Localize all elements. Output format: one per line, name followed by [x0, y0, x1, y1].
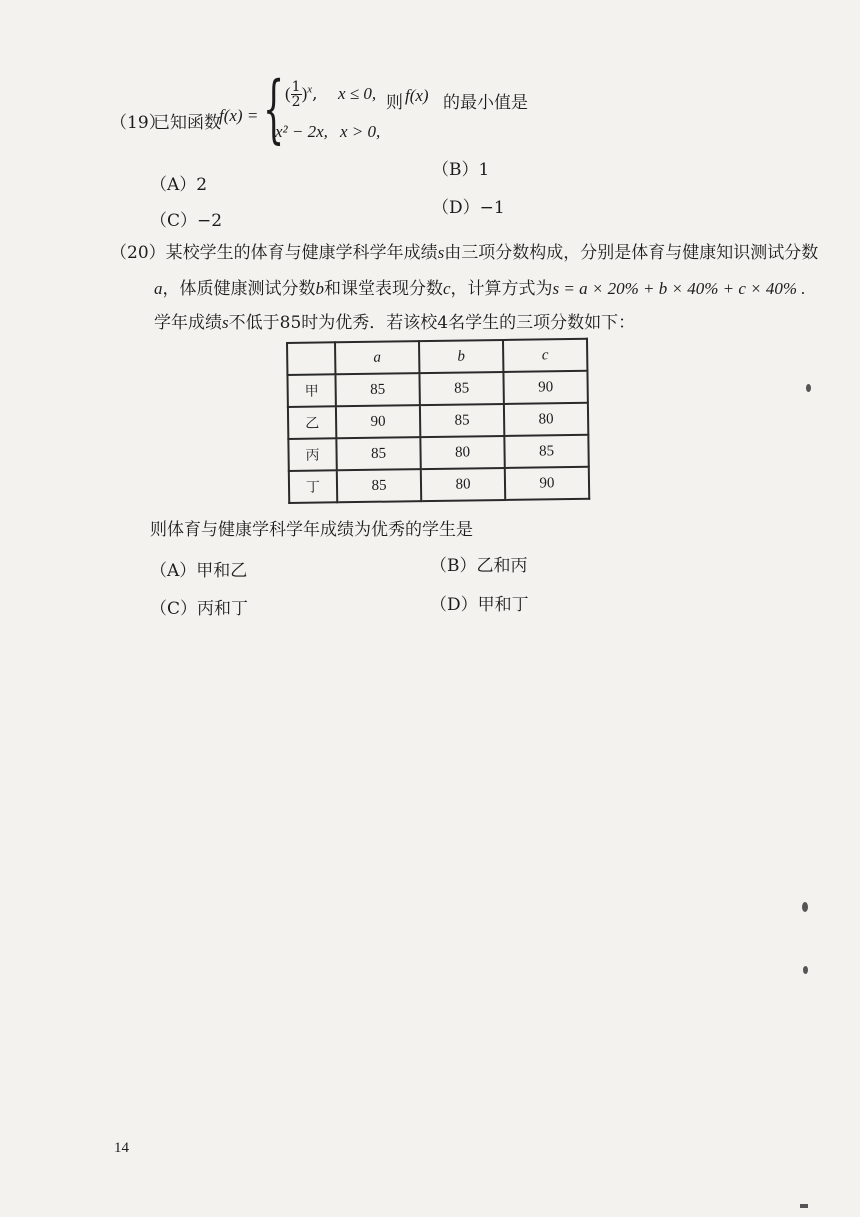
- q20-option-a: （A）甲和乙: [150, 561, 248, 581]
- q20-line1: （20）某校学生的体育与健康学科学年成绩s由三项分数构成，分别是体育与健康知识测试分数: [110, 243, 819, 263]
- scan-speck: [800, 1204, 808, 1208]
- q20-option-d: （D）甲和丁: [430, 595, 529, 615]
- table-header-row: [287, 339, 587, 375]
- table-cell: 90: [336, 405, 420, 438]
- table-header-cell: c: [503, 339, 587, 372]
- table-cell: 80: [420, 436, 504, 469]
- table-row-label: 丙: [288, 438, 336, 471]
- table-cell: 90: [505, 467, 589, 500]
- scan-speck: [802, 902, 808, 912]
- table-cell: 80: [421, 468, 505, 501]
- table-row: [288, 435, 588, 471]
- q19-option-b: （B）1: [432, 160, 490, 180]
- table-row: [287, 371, 587, 407]
- table-cell: 85: [419, 372, 503, 405]
- table-row: [288, 403, 588, 439]
- q20-option-c: （C）丙和丁: [150, 599, 249, 619]
- q19-option-d: （D）−1: [432, 198, 505, 218]
- table-row-label: 甲: [287, 374, 335, 407]
- table-cell: 85: [420, 404, 504, 437]
- q20-number: （20）: [110, 243, 166, 263]
- q20-question: 则体育与健康学科学年成绩为优秀的学生是: [150, 520, 473, 540]
- q20-formula: s = a × 20% + b × 40% + c × 40% .: [552, 279, 806, 298]
- q19-case2-condition: x > 0,: [340, 122, 381, 141]
- q19-function-lhs: f(x) =: [219, 106, 259, 125]
- table-cell: 80: [504, 403, 588, 436]
- table-cell: 85: [335, 373, 419, 406]
- q19-stem: 已知函数: [153, 113, 221, 133]
- q20-line2: a，体质健康测试分数b和课堂表现分数c，计算方式为s = a × 20% + b × 40% + c × 40% .: [154, 279, 806, 299]
- score-table: [286, 338, 590, 504]
- q19-fraction: $\frac{1}{2}$: [291, 79, 301, 110]
- table-cell: 90: [503, 371, 587, 404]
- table-header-cell: a: [335, 341, 419, 374]
- table-header-cell: [287, 342, 335, 375]
- table-cell: 85: [337, 469, 421, 502]
- q19-option-a: （A）2: [150, 175, 208, 195]
- q19-option-c: （C）−2: [150, 211, 223, 231]
- q20-line3: 学年成绩s不低于85时为优秀．若该校4名学生的三项分数如下：: [154, 313, 636, 333]
- table-row-label: 丁: [289, 470, 337, 503]
- q19-number: （19）: [110, 113, 166, 133]
- q20-option-b: （B）乙和丙: [430, 556, 528, 576]
- table-cell: 85: [504, 435, 588, 468]
- page-number: 14: [114, 1140, 129, 1156]
- q19-case1-expression: ( $\frac{1}{2}$ )$^x$,: [285, 79, 318, 110]
- q19-stem-then: 则: [386, 93, 403, 113]
- scan-speck: [806, 384, 811, 392]
- table-row-label: 乙: [288, 406, 336, 439]
- q19-stem-post: 的最小值是: [443, 93, 528, 113]
- table-row: [289, 467, 589, 503]
- q19-case2-expression: x² − 2x,: [275, 122, 328, 141]
- table-cell: 85: [336, 437, 420, 470]
- q19-stem-func: f(x): [405, 86, 429, 105]
- scan-speck: [803, 966, 808, 974]
- q19-brace: {: [263, 66, 285, 152]
- q19-case1-condition: x ≤ 0,: [338, 84, 377, 103]
- table-header-cell: b: [419, 340, 503, 373]
